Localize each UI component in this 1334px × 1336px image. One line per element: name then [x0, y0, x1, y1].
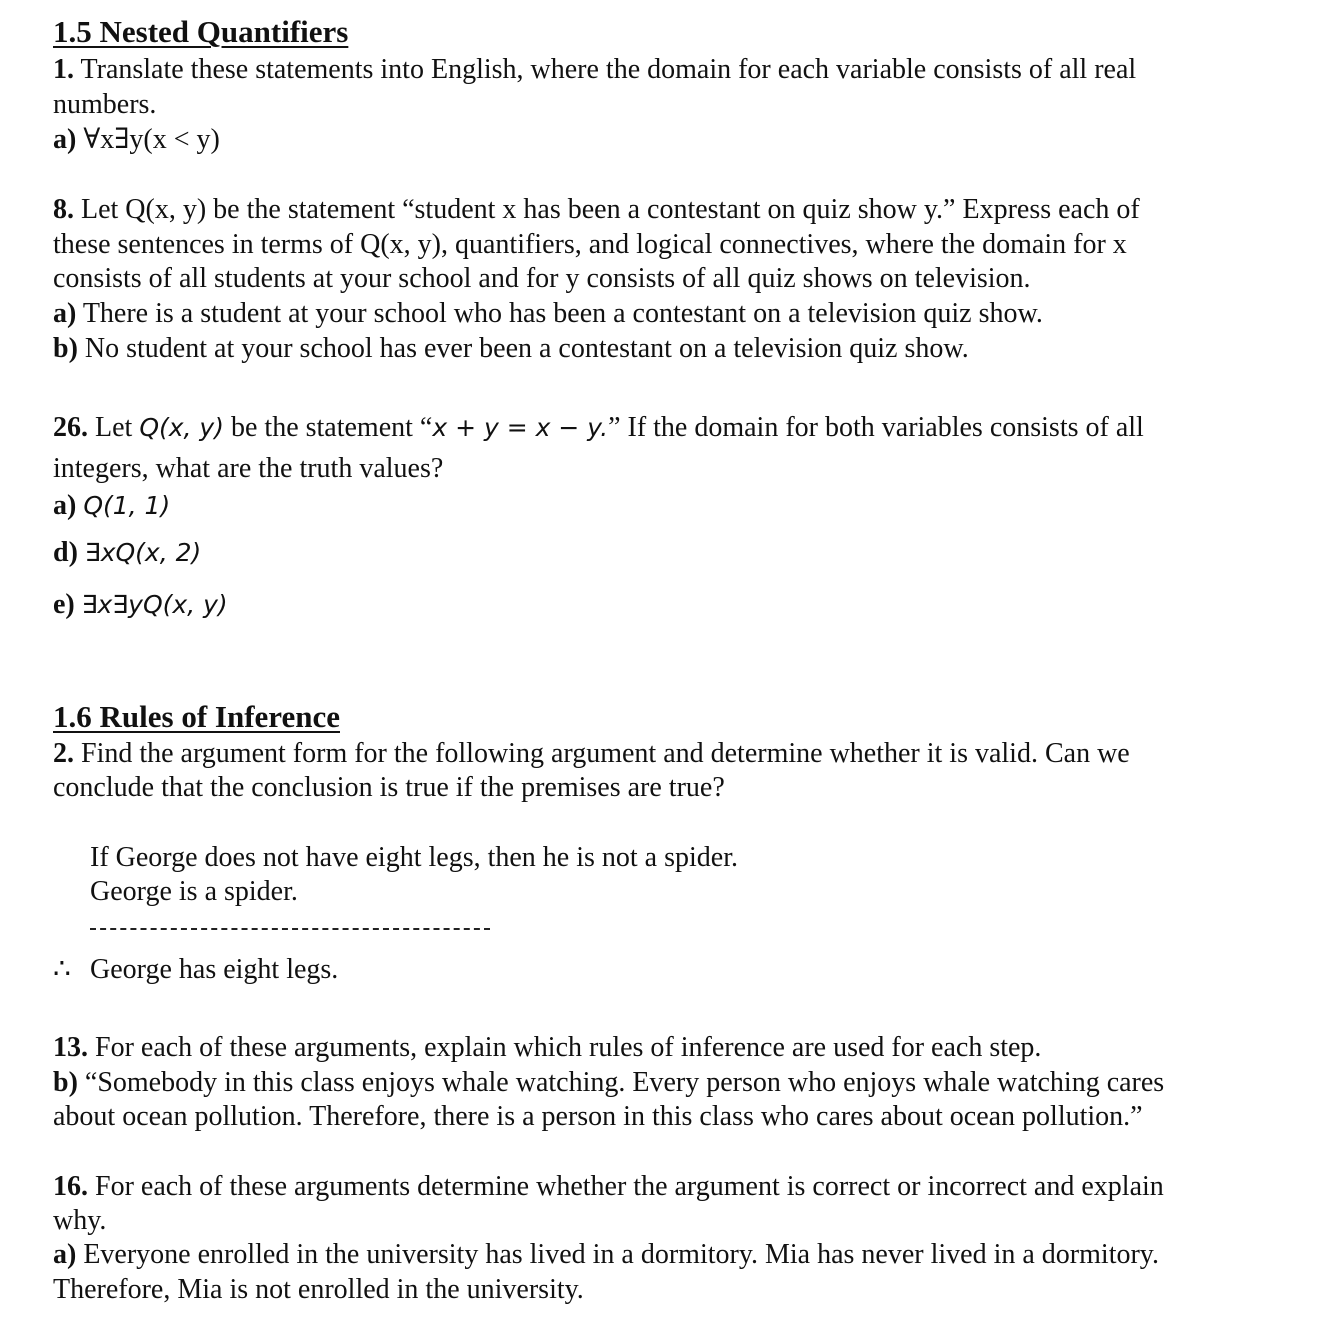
q2-conclusion: George has eight legs. [90, 954, 339, 985]
q26-e-expression: ∃x∃yQ(x, y) [81, 590, 228, 619]
q26-a-expression: Q(1, 1) [83, 491, 171, 520]
q1-line-1 [53, 56, 1136, 84]
q8-a-text: There is a student at your school who has been a contestant on a television quiz show. [76, 298, 1043, 329]
q8-part-b [53, 335, 969, 363]
q13-line-1 [53, 1034, 1041, 1062]
q13-b-label: b) [53, 1067, 78, 1098]
q26-text-be: be the statement “ [223, 412, 433, 443]
q8-b-label: b) [53, 333, 78, 364]
q16-a-text: Everyone enrolled in the university has lived in a dormitory. Mia has never lived in a dormitory. [76, 1239, 1159, 1270]
q1-line-2: numbers. [53, 89, 157, 120]
q8-a-label: a) [53, 298, 77, 329]
q13-line-3: about ocean pollution. Therefore, there is a person in this class who cares about ocean pollution.” [53, 1101, 1143, 1132]
q1-a-formula: ∀x∃y(x < y) [76, 124, 220, 155]
q26-q-expression: Q(x, y) [139, 413, 224, 442]
q26-e-label: e) [53, 589, 75, 620]
q26-part-e [53, 591, 228, 619]
argument-divider [90, 928, 490, 930]
q2-premise-1: If George does not have eight legs, then he is not a spider. [90, 842, 738, 873]
q2-text: Find the argument form for the following argument and determine whether it is valid. Can we [74, 738, 1130, 769]
q26-line-1 [53, 414, 1144, 442]
q13-text: For each of these arguments, explain which rules of inference are used for each step. [88, 1032, 1042, 1063]
therefore-symbol: ∴ [53, 954, 71, 985]
q26-part-d [53, 539, 201, 567]
q26-text-rest: ” If the domain for both variables consists of all [608, 412, 1144, 443]
q26-equation: x + y = x − y. [432, 413, 609, 442]
q13-number: 13. [53, 1032, 88, 1063]
q8-text: Let Q(x, y) be the statement “student x has been a contestant on quiz show y.” Express each of [74, 194, 1140, 225]
q26-d-label: d) [53, 537, 78, 568]
q1-a-label: a) [53, 124, 77, 155]
q16-a-label: a) [53, 1239, 77, 1270]
q16-number: 16. [53, 1171, 88, 1202]
q16-text: For each of these arguments determine whether the argument is correct or incorrect and explain [88, 1171, 1164, 1202]
section-title-nested-quantifiers: 1.5 Nested Quantifiers [53, 14, 349, 49]
q16-part-a [53, 1241, 1159, 1269]
q16-line-4: Therefore, Mia is not enrolled in the university. [53, 1274, 584, 1305]
q2-line-2: conclude that the conclusion is true if the premises are true? [53, 772, 725, 803]
q26-text-let: Let [88, 412, 140, 443]
q2-line-1 [53, 740, 1130, 768]
q13-b-text: “Somebody in this class enjoys whale watching. Every person who enjoys whale watching cares [77, 1067, 1165, 1098]
q26-a-label: a) [53, 490, 77, 521]
q2-number: 2. [53, 738, 74, 769]
q1-part-a [53, 126, 220, 154]
q26-number: 26. [53, 412, 88, 443]
q16-line-1 [53, 1173, 1164, 1201]
q13-part-b [53, 1069, 1164, 1097]
q8-part-a [53, 300, 1043, 328]
q8-line-3: consists of all students at your school and for y consists of all quiz shows on television. [53, 263, 1031, 294]
section-title-rules-of-inference: 1.6 Rules of Inference [53, 699, 340, 734]
q2-premise-2: George is a spider. [90, 876, 298, 907]
q26-line-2: integers, what are the truth values? [53, 453, 444, 484]
q26-d-expression: ∃xQ(x, 2) [84, 538, 202, 567]
q8-number: 8. [53, 194, 74, 225]
q8-line-2: these sentences in terms of Q(x, y), quantifiers, and logical connectives, where the domain for x [53, 229, 1127, 260]
q16-line-2: why. [53, 1205, 107, 1236]
q1-number: 1. [53, 54, 74, 85]
q1-text: Translate these statements into English, where the domain for each variable consists of all real [74, 54, 1137, 85]
q8-b-text: No student at your school has ever been a contestant on a television quiz show. [77, 333, 969, 364]
q26-part-a [53, 492, 170, 520]
q8-line-1 [53, 196, 1140, 224]
